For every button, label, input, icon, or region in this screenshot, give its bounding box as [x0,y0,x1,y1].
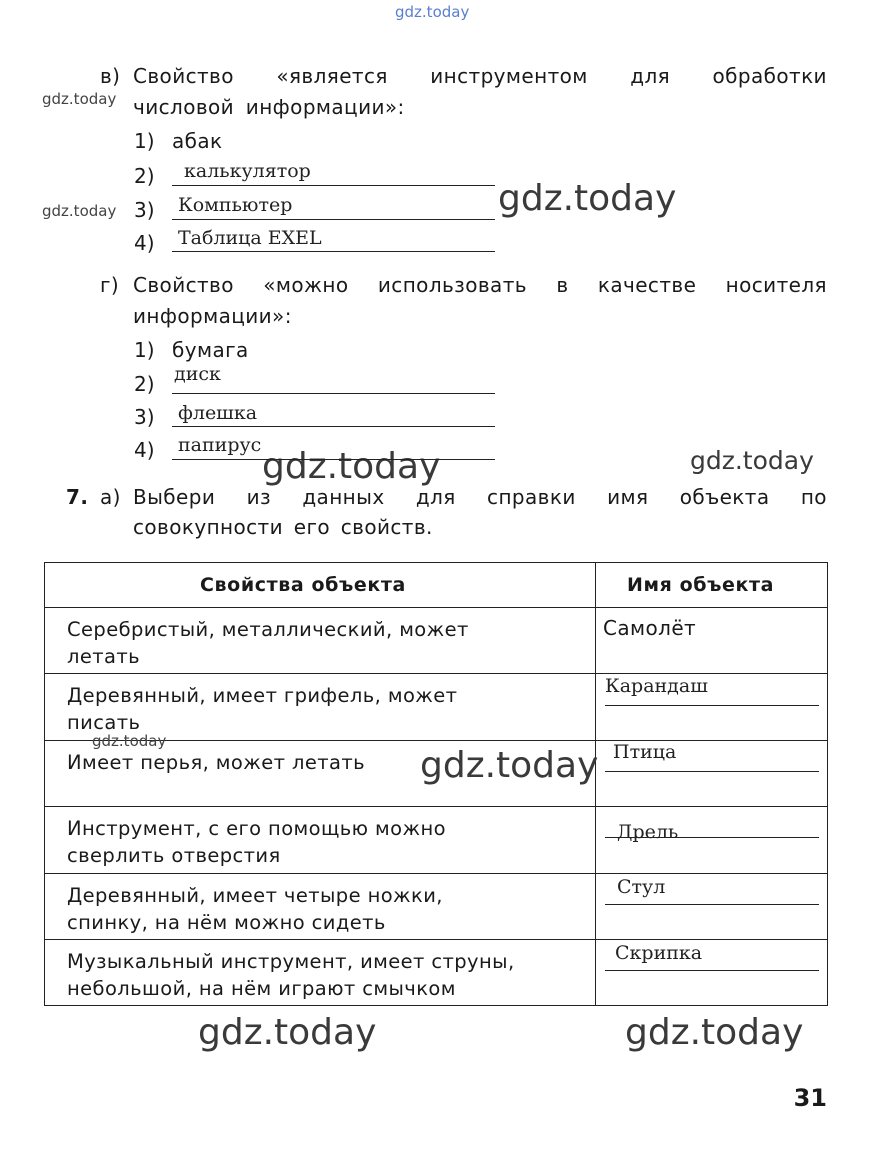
handwritten-answer: Таблица EXEL [178,227,322,249]
section-v-label: в) [100,64,121,88]
section-g-line1: Свойство «можно использовать в качестве носителя [133,273,827,297]
handwritten-answer: калькулятор [184,160,311,182]
task-7-line1: Выбери из данных для справки имя объекта по [133,485,827,509]
answer-line [605,771,819,772]
answer-line [605,837,819,838]
section-v-line2: числовой информации»: [133,95,405,119]
handwritten-answer: Дрель [617,821,679,843]
answer-line [172,219,495,220]
item-number: 3) [134,405,155,429]
watermark: gdz.today [625,1012,804,1053]
item-number: 2) [134,372,155,396]
handwritten-answer: Скрипка [615,942,703,964]
item-number: 4) [134,438,155,462]
section-g-line2: информации»: [133,304,292,328]
answer-line [605,705,819,706]
task-number: 7. [66,485,89,509]
handwritten-answer: Компьютер [178,194,293,216]
object-name: Самолёт [603,616,697,640]
table-row-properties: Имеет перья, может летать [67,751,365,774]
watermark: gdz.today [42,90,117,108]
answer-line [605,970,819,971]
table-row-properties: Деревянный, имеет четыре ножки, спинку, на нём можно сидеть [67,884,443,934]
row-divider [45,607,827,608]
section-v-line1: Свойство «является инструментом для обработки [133,64,827,88]
row-divider [45,873,827,874]
item-number: 3) [134,198,155,222]
item-number: 4) [134,231,155,255]
item-text: абак [172,129,223,153]
row-divider [45,939,827,940]
watermark: gdz.today [262,446,441,487]
table-row-properties: Инструмент, с его помощью можно сверлить отверстия [67,817,446,867]
handwritten-answer: Птица [613,741,677,763]
row-divider [45,673,827,674]
handwritten-answer: Стул [617,876,666,898]
table-row-properties: Деревянный, имеет грифель, может писать [67,684,458,734]
task-7-line2: совокупности его свойств. [133,515,433,539]
page-number: 31 [793,1084,827,1112]
item-number: 2) [134,164,155,188]
answer-line [172,251,495,252]
watermark: gdz.today [198,1012,377,1053]
section-g-label: г) [100,273,120,297]
watermark: gdz.today [92,732,167,750]
item-text: бумага [172,338,249,362]
answer-line [172,459,495,460]
handwritten-answer: диск [174,363,221,385]
answer-line [172,185,495,186]
watermark: gdz.today [42,202,117,220]
watermark: gdz.today [420,745,599,786]
handwritten-answer: папирус [178,434,262,456]
row-divider [45,806,827,807]
handwritten-answer: флешка [178,402,258,424]
item-number: 1) [134,338,155,362]
answer-line [172,393,495,394]
answer-line [605,904,819,905]
header-object-name: Имя объекта [627,574,775,596]
table-row-properties: Музыкальный инструмент, имеет струны, небольшой, на нём играют смычком [67,950,515,1000]
item-number: 1) [134,129,155,153]
task-7-label: а) [100,485,121,509]
table-row-properties: Серебристый, металлический, может летать [67,618,469,668]
handwritten-answer: Карандаш [605,675,708,697]
watermark: gdz.today [395,3,470,21]
watermark: gdz.today [498,178,677,219]
header-properties: Свойства объекта [200,574,406,596]
watermark: gdz.today [690,446,814,475]
answer-line [172,426,495,427]
